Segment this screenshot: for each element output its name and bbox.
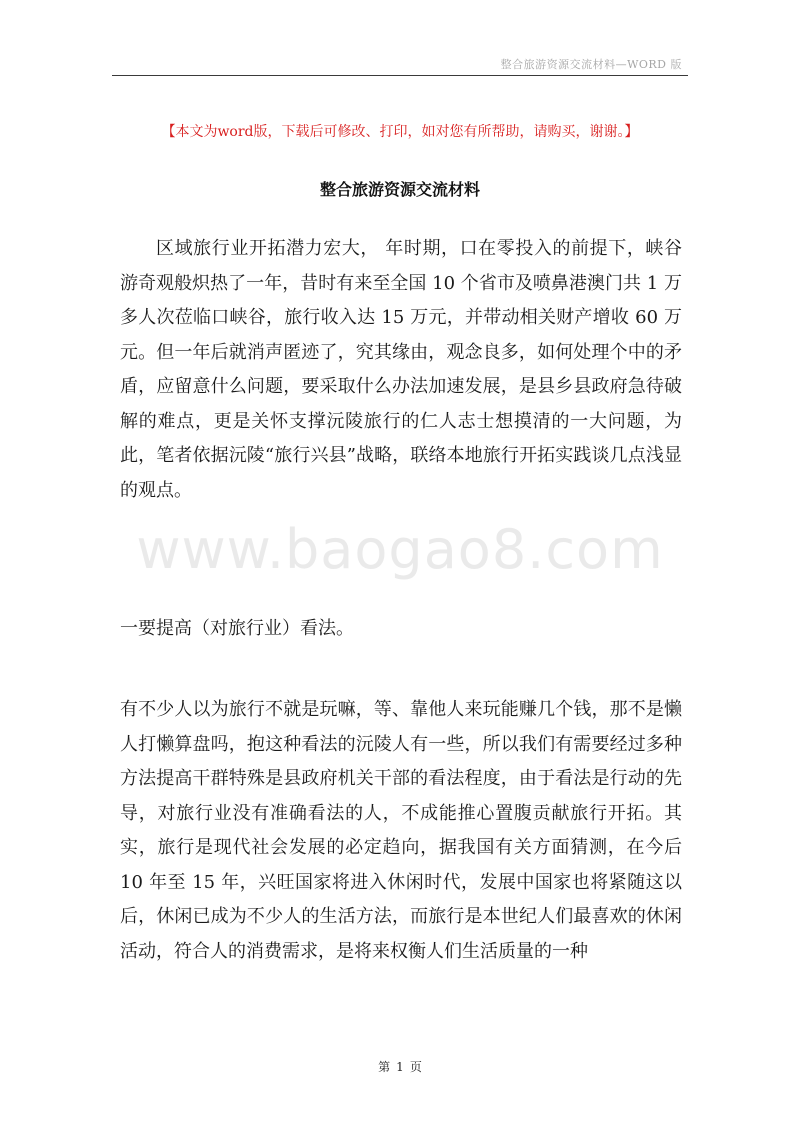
watermark: www.baogao8.com xyxy=(136,518,664,581)
paragraph-intro: 区域旅行业开拓潜力宏大， 年时期，口在零投入的前提下，峡谷游奇观般炽热了一年，昔时有来至全国 10 个省市及喷鼻港澳门共 1 万多人次莅临口峡谷，旅行收入达 15 万元，并带动相关财产增收 60 万元。但一年后就消声匿迹了，究其缘由，观念良多，如何处理个中的矛盾，应留意什么问题，要采取什么办法加速发展，是县乡县政府急待破解的难点，更是关怀支撑沅陵旅行的仁人志士想摸清的一大问题，为此，笔者依据沅陵“旅行兴县”战略，联络本地旅行开拓实践谈几点浅显的观点。 xyxy=(120,238,682,501)
download-notice: 【本文为word版，下载后可修改、打印，如对您有所帮助，请购买，谢谢。】 xyxy=(161,124,639,140)
page-number: 1 xyxy=(396,1060,404,1074)
document-title: 整合旅游资源交流材料 xyxy=(319,180,480,199)
page-prefix: 第 xyxy=(378,1060,391,1074)
header-divider xyxy=(112,75,688,76)
section-heading: 一要提高（对旅行业）看法。 xyxy=(120,618,354,639)
paragraph-body: 有不少人以为旅行不就是玩嘛，等、靠他人来玩能赚几个钱，那不是懒人打懒算盘吗，抱这种看法的沅陵人有一些，所以我们有需要经过多种方法提高干群特殊是县政府机关干部的看法程度，由于看法是行动的先导，对旅行业没有准确看法的人，不成能推心置腹贡献旅行开拓。其实，旅行是现代社会发展的必定趋向，据我国有关方面猜测，在今后 10 年至 15 年，兴旺国家将进入休闲时代，发展中国家也将紧随这以后，休闲已成为不少人的生活方法，而旅行是本世纪人们最喜欢的休闲活动，符合人的消费需求，是将来权衡人们生活质量的一种 xyxy=(120,699,682,962)
page-footer xyxy=(0,1058,800,1075)
running-header: 整合旅游资源交流材料—WORD 版 xyxy=(500,58,682,71)
page-suffix: 页 xyxy=(409,1060,422,1074)
